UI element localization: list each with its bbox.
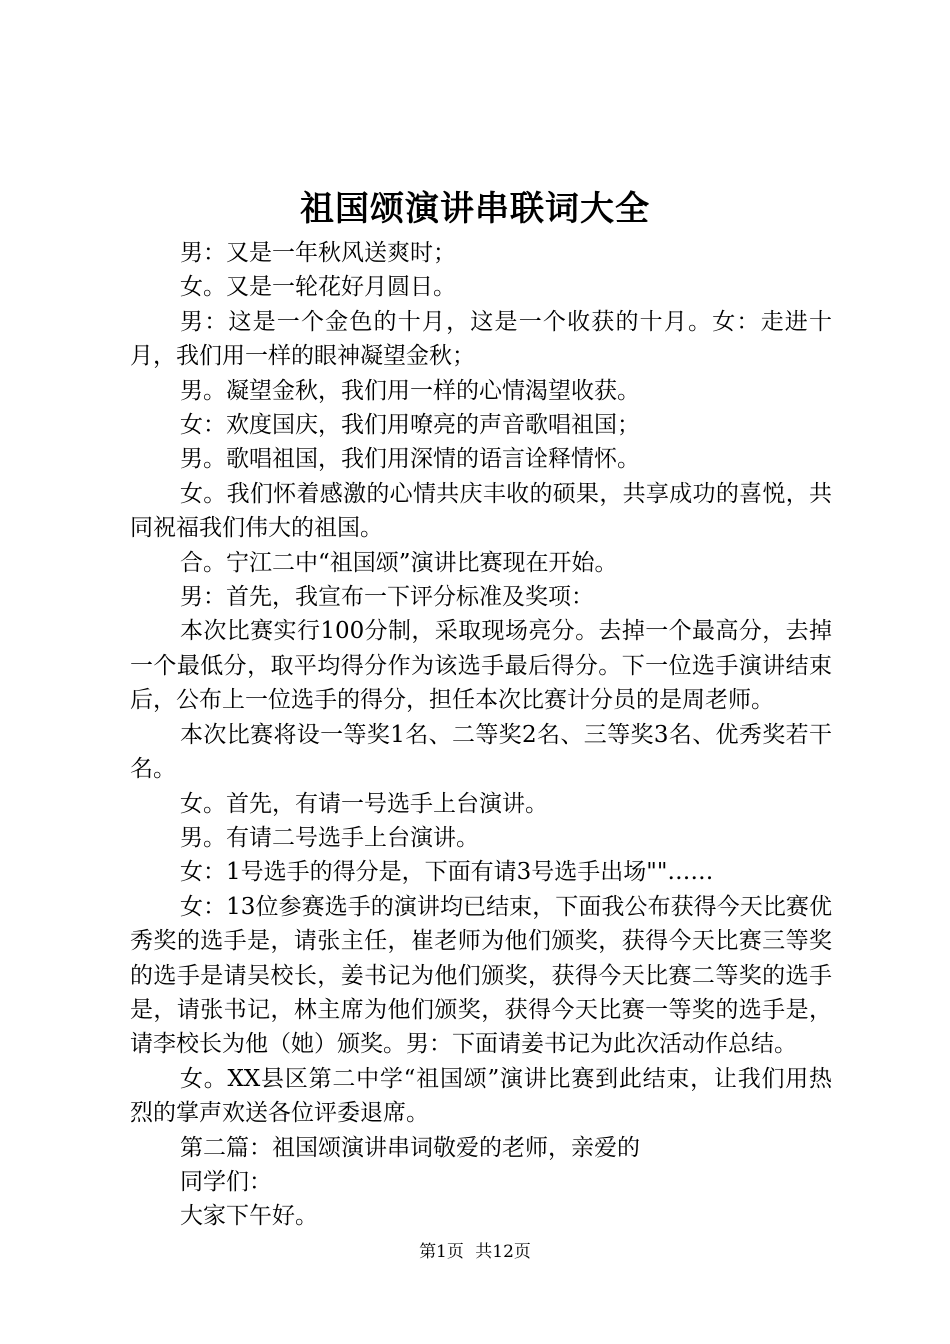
paragraph: 女。我们怀着感激的心情共庆丰收的硕果，共享成功的喜悦，共同祝福我们伟大的祖国。 <box>130 480 832 542</box>
paragraph: 男：这是一个金色的十月，这是一个收获的十月。女：走进十月，我们用一样的眼神凝望金秋； <box>130 308 832 370</box>
paragraph: 女：欢度国庆，我们用嘹亮的声音歌唱祖国； <box>180 412 640 439</box>
paragraph: 女。XX县区第二中学“祖国颂”演讲比赛到此结束，让我们用热烈的掌声欢送各位评委退席。 <box>130 1065 832 1127</box>
paragraph: 大家下午好。 <box>180 1203 318 1230</box>
paragraph: 本次比赛实行100分制，采取现场亮分。去掉一个最高分，去掉一个最低分，取平均得分作为该选手最后得分。下一位选手演讲结束后，公布上一位选手的得分，担任本次比赛计分员的是周老师。 <box>130 618 832 714</box>
paragraph: 合。宁江二中“祖国颂”演讲比赛现在开始。 <box>180 549 618 576</box>
paragraph: 同学们： <box>180 1168 272 1195</box>
document-title: 祖国颂演讲串联词大全 <box>300 189 650 229</box>
page-number-footer: 第1页 共12页 <box>419 1242 531 1262</box>
paragraph: 男。有请二号选手上台演讲。 <box>180 824 479 851</box>
paragraph: 第二篇：祖国颂演讲串词敬爱的老师，亲爱的 <box>180 1134 640 1161</box>
paragraph: 女。首先，有请一号选手上台演讲。 <box>180 790 548 817</box>
document-body <box>130 236 832 1234</box>
paragraph: 男。凝望金秋，我们用一样的心情渴望收获。 <box>180 377 640 404</box>
paragraph: 男：首先，我宣布一下评分标准及奖项： <box>180 584 594 611</box>
paragraph: 女。又是一轮花好月圆日。 <box>180 274 456 301</box>
paragraph: 女：13位参赛选手的演讲均已结束，下面我公布获得今天比赛优秀奖的选手是，请张主任，崔老师为他们颁奖，获得今天比赛三等奖的选手是请吴校长，姜书记为他们颁奖，获得今天比赛二等奖的选手是，请张书记，林主席为他们颁奖，获得今天比赛一等奖的选手是，请李校长为他（她）颁奖。男：下面请姜书记为此次活动作总结。 <box>130 893 832 1058</box>
paragraph: 男。歌唱祖国，我们用深情的语言诠释情怀。 <box>180 446 640 473</box>
paragraph: 男：又是一年秋风送爽时； <box>180 240 456 266</box>
paragraph: 本次比赛将设一等奖1名、二等奖2名、三等奖3名、优秀奖若干名。 <box>130 721 832 783</box>
paragraph: 女：1号选手的得分是，下面有请3号选手出场""…… <box>180 859 714 886</box>
